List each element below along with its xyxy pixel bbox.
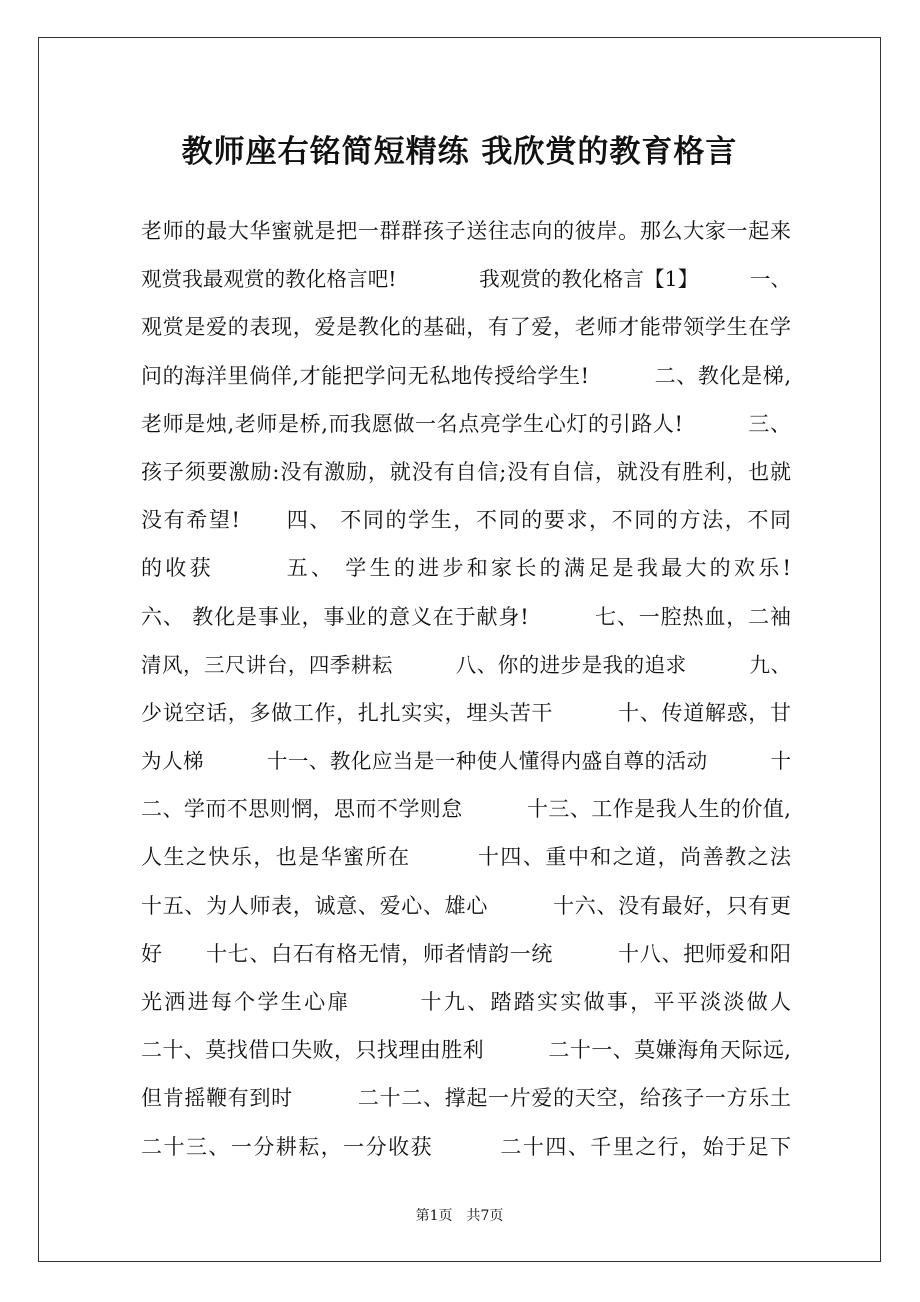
body-line: 人生之快乐，也是华蜜所在 十四、重中和之道，尚善教之法 bbox=[141, 845, 791, 870]
body-line: 少说空话，多做工作，扎扎实实，埋头苦干 十、传道解惑，甘 bbox=[141, 700, 791, 725]
body-line: 六、 教化是事业，事业的意义在于献身! 七、一腔热血，二袖 bbox=[141, 604, 791, 629]
body-line: 清风，三尺讲台，四季耕耘 八、你的进步是我的追求 九、 bbox=[141, 652, 791, 677]
body-line: 十五、为人师表，诚意、爱心、雄心 十六、没有最好，只有更 bbox=[141, 893, 791, 918]
body-line: 为人梯 十一、教化应当是一种使人懂得内盛自尊的活动 十 bbox=[141, 749, 791, 774]
body-line: 孩子须要激励:没有激励，就没有自信;没有自信，就没有胜利，也就 bbox=[141, 459, 791, 484]
body-line: 但肯摇鞭有到时 二十二、撑起一片爱的天空，给孩子一方乐土 bbox=[141, 1086, 791, 1111]
body-line: 观赏我最观赏的教化格言吧! 我观赏的教化格言【1】 一、 bbox=[141, 267, 791, 292]
body-line: 好 十七、白石有格无情，师者情韵一统 十八、把师爱和阳 bbox=[141, 941, 791, 966]
body-line: 的收获 五、 学生的进步和家长的满足是我最大的欢乐! bbox=[141, 556, 791, 581]
body-line: 二、学而不思则惘，思而不学则怠 十三、工作是我人生的价值, bbox=[141, 797, 791, 822]
page-number-footer: 第1页 共7页 bbox=[415, 1208, 504, 1224]
body-line: 问的海洋里倘佯,才能把学问无私地传授给学生! 二、教化是梯, bbox=[141, 363, 791, 388]
document-title: 教师座右铭简短精练 我欣赏的教育格言 bbox=[181, 134, 738, 170]
document-body bbox=[141, 211, 791, 1175]
body-line: 二十、莫找借口失败，只找理由胜利 二十一、莫嫌海角天际远, bbox=[141, 1038, 791, 1063]
body-line: 老师是烛,老师是桥,而我愿做一名点亮学生心灯的引路人! 三、 bbox=[141, 411, 791, 436]
body-line: 老师的最大华蜜就是把一群群孩子送往志向的彼岸。那么大家一起来 bbox=[141, 219, 791, 243]
body-line: 没有希望! 四、 不同的学生，不同的要求，不同的方法，不同 bbox=[141, 508, 791, 533]
body-line: 观赏是爱的表现，爱是教化的基础，有了爱，老师才能带领学生在学 bbox=[141, 315, 791, 340]
body-line: 光洒进每个学生心扉 十九、踏踏实实做事，平平淡淡做人 bbox=[141, 990, 791, 1014]
body-line: 二十三、一分耕耘，一分收获 二十四、千里之行，始于足下 bbox=[141, 1134, 791, 1159]
